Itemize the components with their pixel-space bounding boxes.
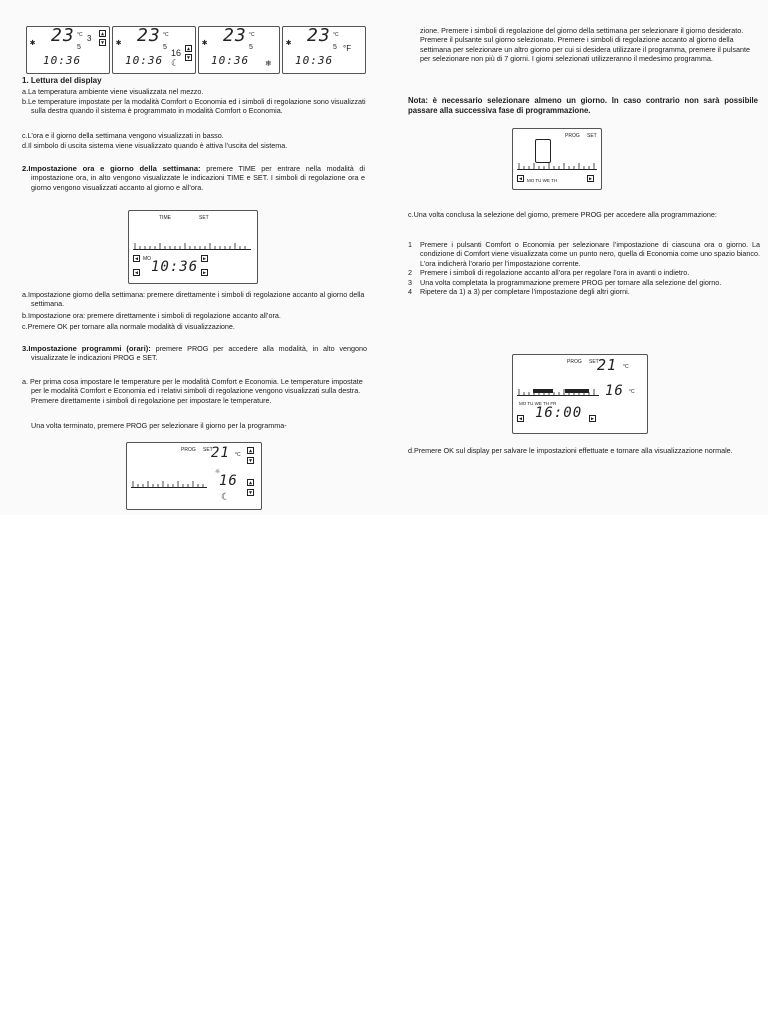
- left-arrow-icon: ◀: [134, 256, 138, 262]
- display-unit: °C: [163, 32, 169, 38]
- display-prog-temps: [126, 442, 262, 510]
- set-indicator: SET: [587, 133, 597, 139]
- unit-indicator: °C: [629, 389, 635, 395]
- sun-icon: ✱: [286, 38, 292, 48]
- section-2-intro: [22, 164, 365, 192]
- display-time-setting: [128, 210, 258, 284]
- section-1-item-a: a.La temperatura ambiente viene visualizzata nel mezzo.: [22, 87, 204, 96]
- display-set-temp: 16: [171, 48, 182, 58]
- sun-icon: ✱: [116, 38, 122, 48]
- up-arrow-icon: ▲: [186, 46, 190, 52]
- section-1-item-b: b.Le temperature impostate per la modalità Comfort o Economia ed i simboli di regolazione sono visualizzati sulla destra quando il sistema è programmato in modalità Comfort o Economia.: [22, 97, 366, 116]
- section-3-item-a: a. Per prima cosa impostare le temperature per le modalità Comfort e Economia. Le temperature impostate per le modalità Comfort e Economia ed i relativi simboli di regolazione vengono visualizzati sulla destra. Premere direttamente i simboli di regolazione per impostare le temperature.: [22, 377, 363, 405]
- step-number: 3: [408, 277, 412, 287]
- comfort-temp: 21: [597, 356, 618, 374]
- section-3-cont: zione. Premere i simboli di regolazione del giorno della settimana per selezionare il giorno desiderato. Premere il pulsante sul giorno selezionato. Premere i simboli di regolazione accanto al giorno della settimana per selezionare un altro giorno per cui si desidera utilizzare il programma, premere il pulsante per selezionare non più di 7 giorni. I giorni selezionati utilizzeranno il medesimo programma.: [420, 26, 750, 64]
- display-time: 10:36: [295, 54, 334, 67]
- time-indicator: TIME: [159, 215, 171, 221]
- section-1-title: 1. Lettura del display: [22, 76, 102, 85]
- section-2-item-a: a.Impostazione giorno della settimana: premere direttamente i simboli di regolazione accanto al giorno della settimana.: [22, 290, 365, 309]
- section-3-item-d: d.Premere OK sul display per salvare le impostazioni effettuate e tornare alla visualizzazione normale.: [408, 446, 733, 455]
- down-arrow-icon: ▼: [100, 40, 104, 46]
- selection-frame: [535, 139, 551, 163]
- section-3-text: premere PROG per accedere alla modalità, in alto vengono visualizzate le indicazioni PROG e SET.: [31, 344, 367, 363]
- display-example-3: [198, 26, 280, 74]
- display-unit: °C: [249, 32, 255, 38]
- display-time: 10:36: [125, 54, 164, 67]
- step-item: [408, 240, 760, 268]
- section-3-title: 3.Impostazione programmi (orari):: [22, 344, 151, 353]
- fahrenheit-indicator: °F: [343, 44, 352, 53]
- section-3-item-c: c.Una volta conclusa la selezione del giorno, premere PROG per accedere alla programmazione:: [408, 210, 717, 219]
- display-temp: 23: [307, 26, 331, 46]
- economy-temp: 16: [219, 473, 238, 489]
- set-indicator: SET: [203, 447, 213, 453]
- hour-ruler: [517, 163, 597, 170]
- moon-icon: ☾: [171, 58, 180, 68]
- display-unit: °C: [333, 32, 339, 38]
- display-unit: °C: [77, 32, 83, 38]
- down-arrow-icon: ▼: [248, 490, 252, 496]
- comfort-block: [533, 389, 553, 393]
- right-arrow-icon: ▶: [202, 256, 206, 262]
- display-temp: 23: [137, 26, 161, 46]
- up-arrow-icon: ▲: [248, 480, 252, 486]
- display-example-2: [112, 26, 196, 74]
- section-3-item-a-cont: Una volta terminato, premere PROG per selezionare il giorno per la programma-: [31, 421, 287, 430]
- section-2-title: 2.Impostazione ora e giorno della settimana:: [22, 164, 201, 173]
- sun-icon: ✱: [30, 38, 36, 48]
- step-text: Ripetere da 1) a 3) per completare l’impostazione degli altri giorni.: [420, 287, 630, 297]
- section-2-item-b: b.Impostazione ora: premere direttamente i simboli di regolazione accanto all’ora.: [22, 311, 281, 320]
- step-text: Una volta completata la programmazione premere PROG per tornare alla selezione del giorno.: [420, 277, 722, 287]
- section-2-text: premere TIME per entrare nella modalità di impostazione ora, in alto vengono visualizzate le indicazioni TIME e SET. I simboli di regolazione ora e giorno vengono visualizzati accanto al giorno e all’ora.: [31, 164, 365, 192]
- prog-indicator: PROG: [565, 133, 580, 139]
- set-indicator: SET: [199, 215, 209, 221]
- display-time: 10:36: [43, 54, 82, 67]
- step-number: 4: [408, 287, 412, 297]
- step-text: Premere i simboli di regolazione accanto all’ora per regolare l’ora in avanti o indietro.: [420, 268, 690, 278]
- up-arrow-icon: ▲: [100, 31, 104, 37]
- day-indicator: MO TU WE TH FR: [519, 401, 557, 406]
- step-number: 1: [408, 240, 412, 249]
- moon-icon: ☾: [221, 492, 230, 503]
- up-arrow-icon: ▲: [248, 448, 252, 454]
- day-indicator: MO: [143, 256, 152, 262]
- step-item: [408, 278, 760, 287]
- prog-indicator: PROG: [567, 359, 582, 365]
- step-number: 2: [408, 268, 412, 278]
- set-indicator: SET: [589, 359, 599, 365]
- step-item: [408, 268, 760, 277]
- day-indicator: MO TU WE TH: [527, 178, 558, 183]
- prog-indicator: PROG: [181, 447, 196, 453]
- display-temp-decimal: 5: [77, 44, 81, 51]
- section-2-item-c: c.Premere OK per tornare alla normale modalità di visualizzazione.: [22, 322, 235, 331]
- display-example-4: [282, 26, 366, 74]
- display-example-1: [26, 26, 110, 74]
- display-temp-decimal: 5: [333, 44, 337, 51]
- display-temp-decimal: 5: [249, 44, 253, 51]
- section-3-intro: [22, 344, 367, 363]
- display-temp: 23: [51, 26, 75, 46]
- display-temp-decimal: 5: [163, 44, 167, 51]
- display-time: 16:00: [535, 405, 583, 421]
- hour-ruler: [131, 481, 207, 488]
- left-arrow-icon: ◀: [518, 416, 522, 422]
- snowflake-icon: ❄: [265, 59, 272, 68]
- right-arrow-icon: ▶: [590, 416, 594, 422]
- comfort-temp: 21: [211, 445, 230, 461]
- left-arrow-icon: ◀: [518, 176, 522, 182]
- display-time: 10:36: [151, 259, 199, 275]
- left-arrow-icon: ◀: [134, 270, 138, 276]
- section-1-item-c: c.L’ora e il giorno della settimana vengono visualizzati in basso.: [22, 131, 224, 140]
- unit-indicator: °C: [623, 364, 629, 370]
- steps-list: [408, 240, 760, 296]
- display-extra: 3: [87, 34, 92, 43]
- down-arrow-icon: ▼: [248, 458, 252, 464]
- comfort-block: [565, 389, 589, 393]
- display-temp: 23: [223, 26, 247, 46]
- display-hour-programming: [512, 354, 648, 434]
- sun-icon: ☼: [215, 467, 220, 476]
- note-paragraph: Nota: è necessario selezionare almeno un giorno. In caso contrario non sarà possibile passare alla successiva fase di programmazione.: [408, 96, 758, 115]
- sun-icon: ✱: [202, 38, 208, 48]
- display-day-selection: [512, 128, 602, 190]
- right-arrow-icon: ▶: [202, 270, 206, 276]
- section-1-item-d: d.Il simbolo di uscita sistema viene visualizzato quando è attiva l’uscita del sistema.: [22, 141, 288, 150]
- unit-indicator: °C: [235, 452, 241, 458]
- display-time: 10:36: [211, 54, 250, 67]
- economy-temp: 16: [605, 383, 624, 399]
- step-text: Premere i pulsanti Comfort o Economia per selezionare l’impostazione di ciascuna ora o giorno. La condizione di Comfort viene visualizzata come un punto nero, quella di Economia come uno spazio bianco. L’ora indicherà l’orario per l’impostazione corrente.: [420, 240, 761, 268]
- right-arrow-icon: ▶: [588, 176, 592, 182]
- hour-ruler: [133, 243, 251, 250]
- step-item: [408, 287, 760, 296]
- down-arrow-icon: ▼: [186, 55, 190, 61]
